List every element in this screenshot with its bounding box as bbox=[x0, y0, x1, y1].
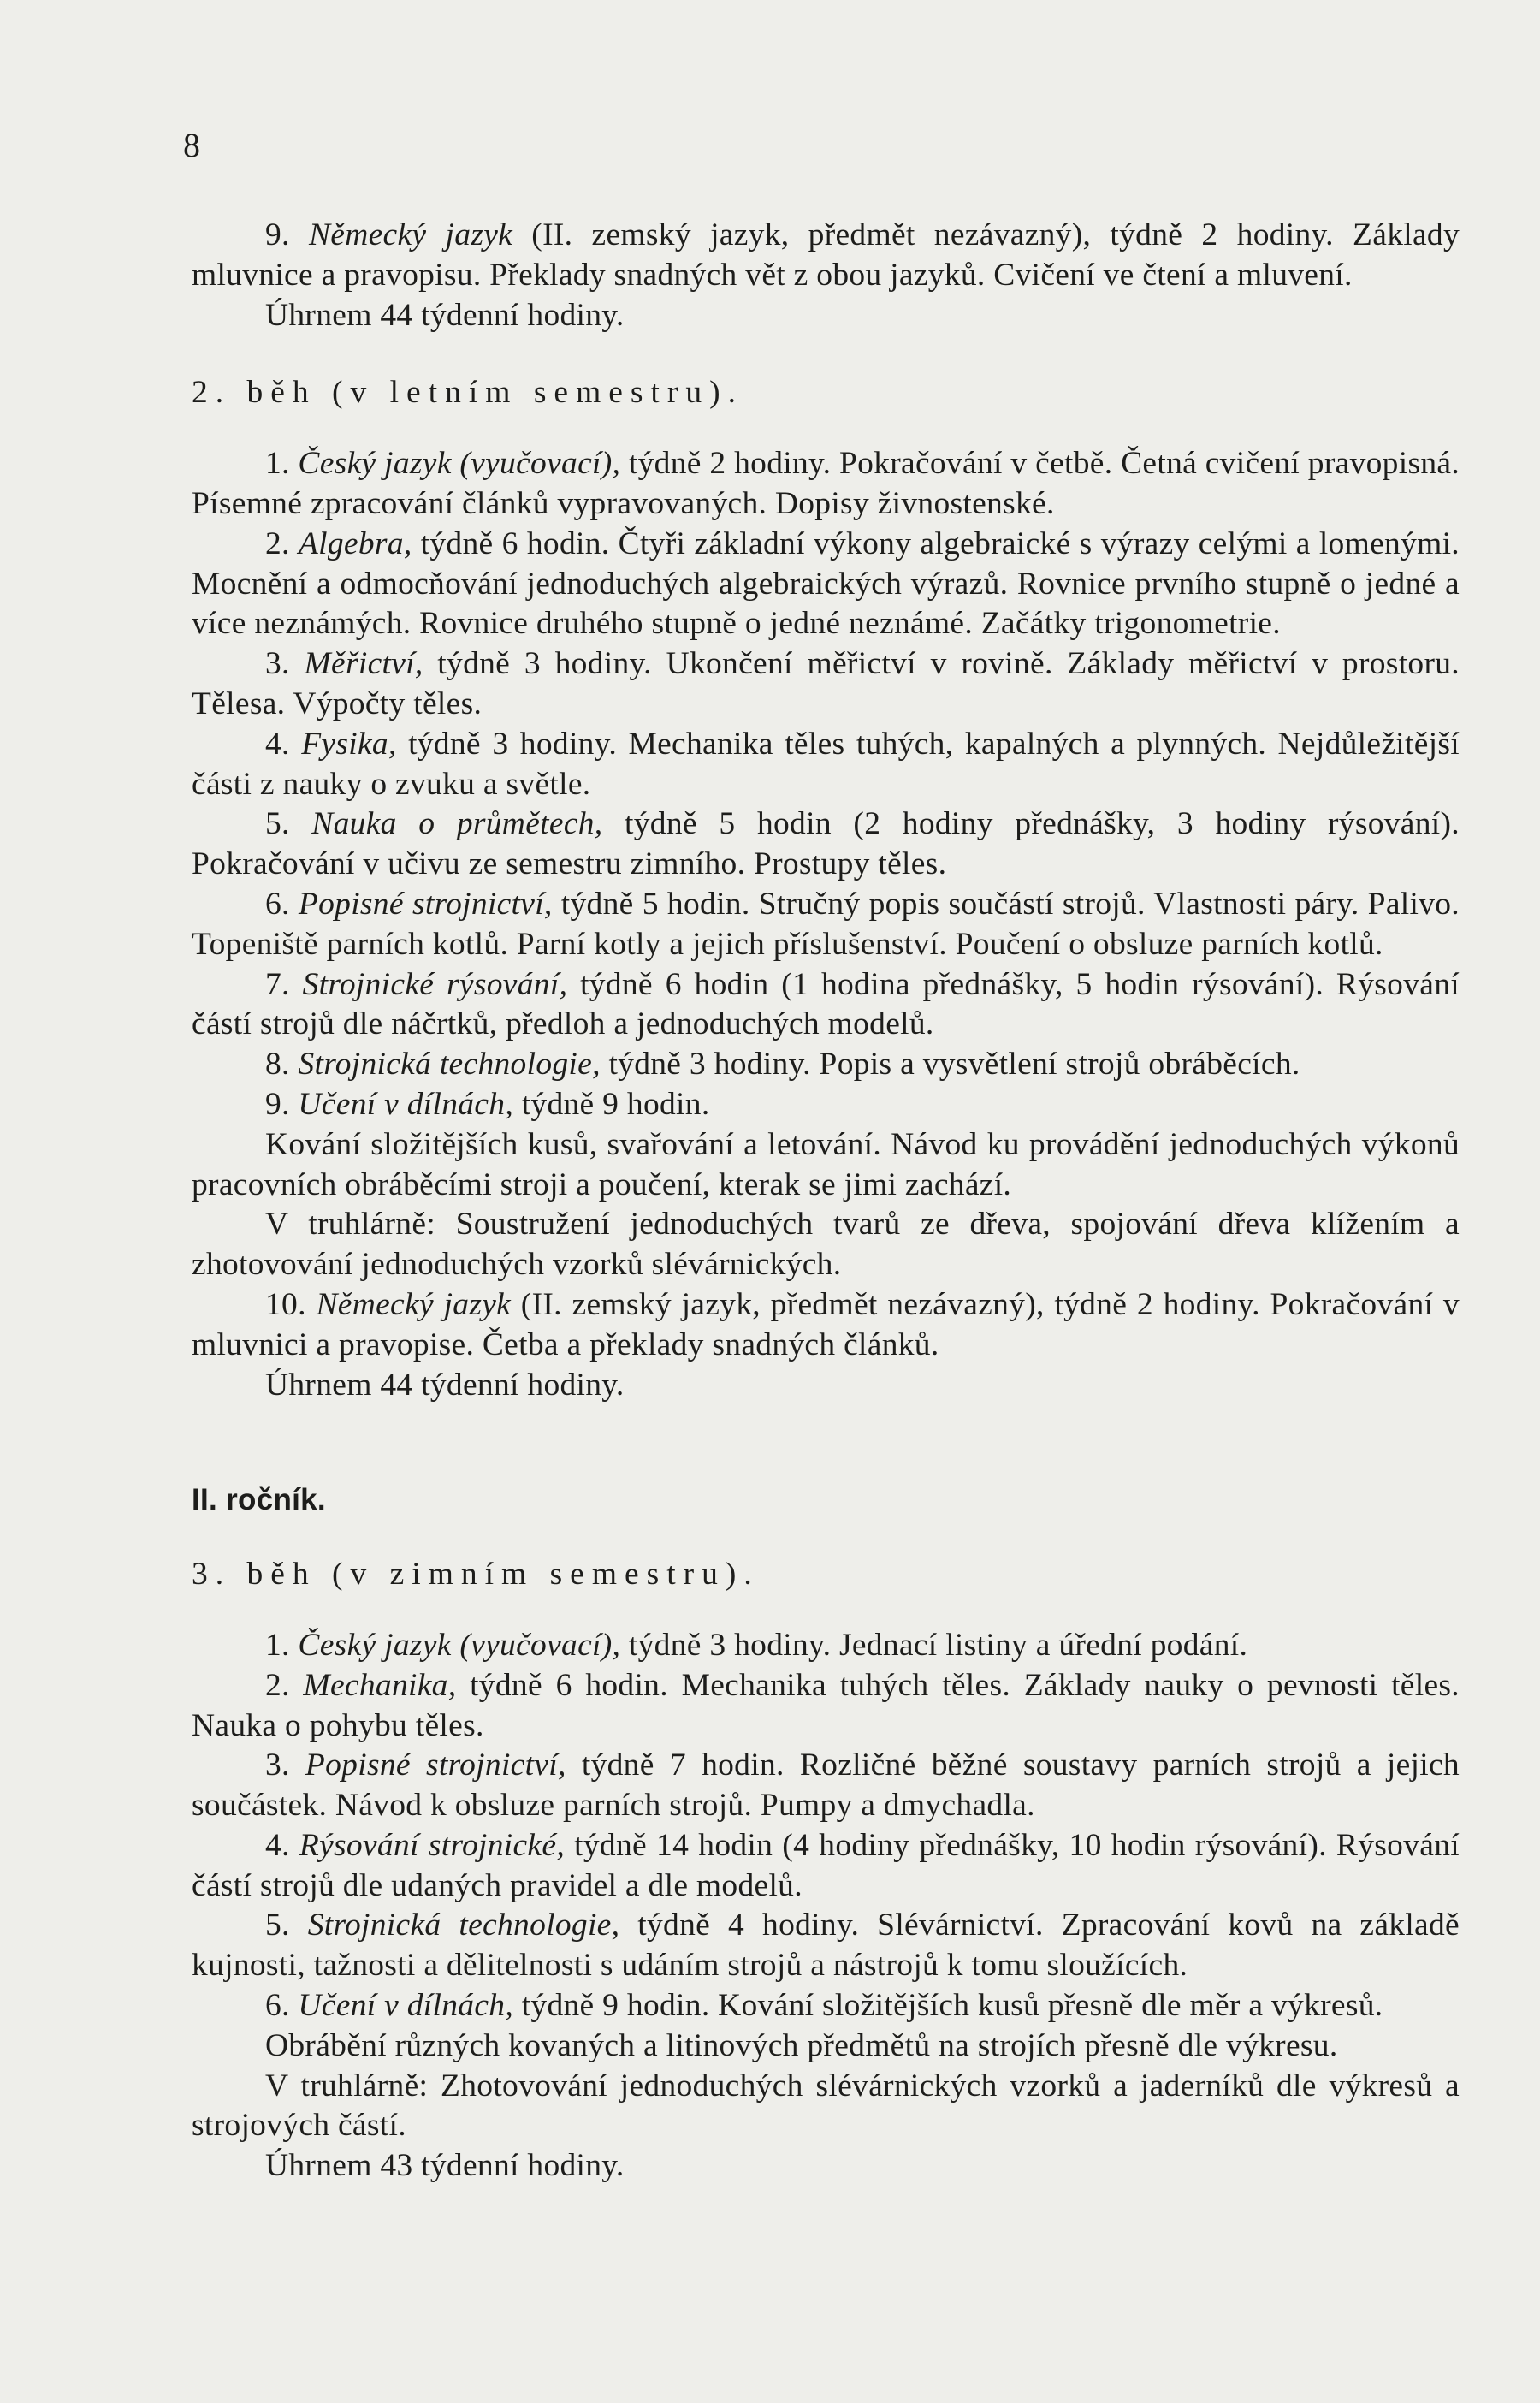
page-body bbox=[192, 216, 1460, 2186]
subject-name: Algebra, bbox=[298, 525, 412, 561]
item-number: 7. bbox=[265, 966, 290, 1002]
item-number: 9. bbox=[265, 1086, 290, 1122]
subject-name: Rýsování strojnické, bbox=[299, 1827, 565, 1863]
item-number: 3. bbox=[265, 1747, 290, 1783]
subject-name: Strojnické rýsování, bbox=[302, 966, 568, 1002]
subject-name: Učení v dílnách, bbox=[298, 1086, 514, 1122]
item-text: týdně 4 hodiny. Slévárnictví. Zpracování kovů na základě kujnosti, tažnosti a dělitelnosti s udáním strojů a nástrojů k tomu sloužících. bbox=[192, 1908, 1460, 1984]
subject-name: Strojnická technologie, bbox=[307, 1908, 620, 1943]
item-number: 6. bbox=[265, 886, 290, 922]
year-heading: II. ročník. bbox=[192, 1483, 326, 1517]
item-number: 10. bbox=[265, 1286, 306, 1322]
course-item bbox=[192, 1906, 1460, 1986]
paragraph-german-language-1 bbox=[192, 216, 1460, 296]
course-item bbox=[192, 1986, 1460, 2026]
course-item bbox=[192, 965, 1460, 1046]
item-number: 6. bbox=[265, 1988, 290, 2024]
item-text: týdně 3 hodiny. Jednací listiny a úřední podání. bbox=[620, 1627, 1248, 1663]
item-number: 3. bbox=[265, 646, 290, 682]
workshop-paragraph: Kování složitějších kusů, svařování a letování. Návod ku provádění jednoduchých výkonů pracovních obráběcími stroji a poučení, kterak se jimi zachází. bbox=[192, 1126, 1460, 1202]
item-number: 5. bbox=[265, 806, 290, 842]
subject-name: Český jazyk (vyučovací), bbox=[298, 446, 621, 482]
subject-name: Popisné strojnictví, bbox=[305, 1747, 566, 1783]
subject-name: Německý jazyk bbox=[308, 217, 513, 252]
section-title: 2. běh (v letním semestru). bbox=[192, 375, 743, 411]
item-number: 4. bbox=[265, 726, 290, 762]
weekly-total: Úhrnem 44 týdenní hodiny. bbox=[265, 297, 625, 333]
course-item bbox=[192, 1626, 1460, 1666]
course-item bbox=[192, 725, 1460, 805]
section-title: 3. běh (v zimním semestru). bbox=[192, 1557, 760, 1593]
item-number: 4. bbox=[265, 1827, 290, 1863]
item-text: týdně 5 hodin. Stručný popis součástí strojů. Vlastnosti páry. Palivo. Topeniště parních kotlů. Parní kotly a jejich příslušenství. Poučení o obsluze parních kotlů. bbox=[192, 886, 1460, 962]
item-text: týdně 5 hodin (2 hodiny přednášky, 3 hodiny rýsování). Pokračování v učivu ze semestru zimního. Prostupy těles. bbox=[192, 806, 1460, 882]
course-item bbox=[192, 1045, 1460, 1085]
item-text: týdně 3 hodiny. Popis a vysvětlení strojů obráběcích. bbox=[600, 1047, 1300, 1083]
item-number: 1. bbox=[265, 1627, 290, 1663]
item-number: 9. bbox=[265, 217, 290, 252]
item-text: týdně 9 hodin. bbox=[513, 1086, 710, 1122]
item-number: 8. bbox=[265, 1047, 290, 1083]
course-item bbox=[192, 525, 1460, 644]
item-text: týdně 14 hodin (4 hodiny přednášky, 10 hodin rýsování). Rýsování částí strojů dle udaných pravidel a dle modelů. bbox=[192, 1827, 1460, 1903]
item-text: (II. zemský jazyk, předmět nezávazný), týdně 2 hodiny. Základy mluvnice a pravopisu. Překlady snadných vět z obou jazyků. Cvičení ve čtení a mluvení. bbox=[192, 217, 1460, 293]
subject-name: Nauka o průmětech, bbox=[311, 806, 603, 842]
weekly-total: Úhrnem 43 týdenní hodiny. bbox=[265, 2148, 625, 2184]
workshop-paragraph: V truhlárně: Soustružení jednoduchých tvarů ze dřeva, spojování dřeva klížením a zhotovování jednoduchých vzorků slévárnických. bbox=[192, 1207, 1460, 1283]
course-item bbox=[192, 1826, 1460, 1907]
item-text: týdně 3 hodiny. Ukončení měřictví v rovině. Základy měřictví v prostoru. Tělesa. Výpočty těles. bbox=[192, 646, 1460, 721]
item-text: týdně 3 hodiny. Mechanika těles tuhých, kapalných a plynných. Nejdůležitější části z nauky o zvuku a světle. bbox=[192, 726, 1460, 802]
item-number: 5. bbox=[265, 1908, 290, 1943]
weekly-total: Úhrnem 44 týdenní hodiny. bbox=[265, 1367, 625, 1403]
item-number: 2. bbox=[265, 1667, 290, 1703]
workshop-paragraph: Obrábění různých kovaných a litinových předmětů na strojích přesně dle výkresu. bbox=[265, 2027, 1338, 2063]
item-text: týdně 6 hodin (1 hodina přednášky, 5 hodin rýsování). Rýsování částí strojů dle náčrtků, předloh a jednoduchých modelů. bbox=[192, 966, 1460, 1042]
item-text: týdně 6 hodin. Čtyři základní výkony algebraické s výrazy celými a lomenými. Mocnění a odmocňování jednoduchých algebraických výrazů. Rovnice prvního stupně o jedné a více neznámých. Rovnice druhého stupně o jedné neznámé. Začátky trigonometrie. bbox=[192, 525, 1460, 642]
subject-name: Popisné strojnictví, bbox=[298, 886, 553, 922]
subject-name: Mechanika, bbox=[303, 1667, 457, 1703]
item-text: týdně 6 hodin. Mechanika tuhých těles. Základy nauky o pevnosti těles. Nauka o pohybu těles. bbox=[192, 1667, 1460, 1743]
item-number: 2. bbox=[265, 525, 290, 561]
item-text: týdně 2 hodiny. Pokračování v četbě. Četná cvičení pravopisná. Písemné zpracování článků vypravovaných. Dopisy živnostenské. bbox=[192, 446, 1460, 521]
page-number: 8 bbox=[183, 126, 200, 164]
subject-name: Učení v dílnách, bbox=[298, 1988, 514, 2024]
item-number: 1. bbox=[265, 446, 290, 482]
subject-name: Německý jazyk bbox=[316, 1286, 512, 1322]
course-item bbox=[192, 804, 1460, 885]
course-item bbox=[192, 644, 1460, 725]
item-text: týdně 7 hodin. Rozličné běžné soustavy parních strojů a jejich součástek. Návod k obsluze parních strojů. Pumpy a dmychadla. bbox=[192, 1747, 1460, 1824]
course-item bbox=[192, 444, 1460, 525]
item-text: týdně 9 hodin. Kování složitějších kusů přesně dle měr a výkresů. bbox=[513, 1988, 1383, 2024]
subject-name: Český jazyk (vyučovací), bbox=[298, 1627, 621, 1663]
course-item bbox=[192, 1085, 1460, 1125]
course-item bbox=[192, 1666, 1460, 1747]
course-item bbox=[192, 1746, 1460, 1826]
item-text: (II. zemský jazyk, předmět nezávazný), týdně 2 hodiny. Pokračování v mluvnici a pravopise. Četba a překlady snadných článků. bbox=[192, 1286, 1460, 1362]
subject-name: Fysika, bbox=[301, 726, 397, 762]
course-item bbox=[192, 885, 1460, 965]
subject-name: Strojnická technologie, bbox=[298, 1047, 601, 1083]
workshop-paragraph: V truhlárně: Zhotovování jednoduchých slévárnických vzorků a jaderníků dle výkresů a strojových částí. bbox=[192, 2068, 1460, 2144]
subject-name: Měřictví, bbox=[304, 646, 424, 682]
course-item bbox=[192, 1285, 1460, 1366]
